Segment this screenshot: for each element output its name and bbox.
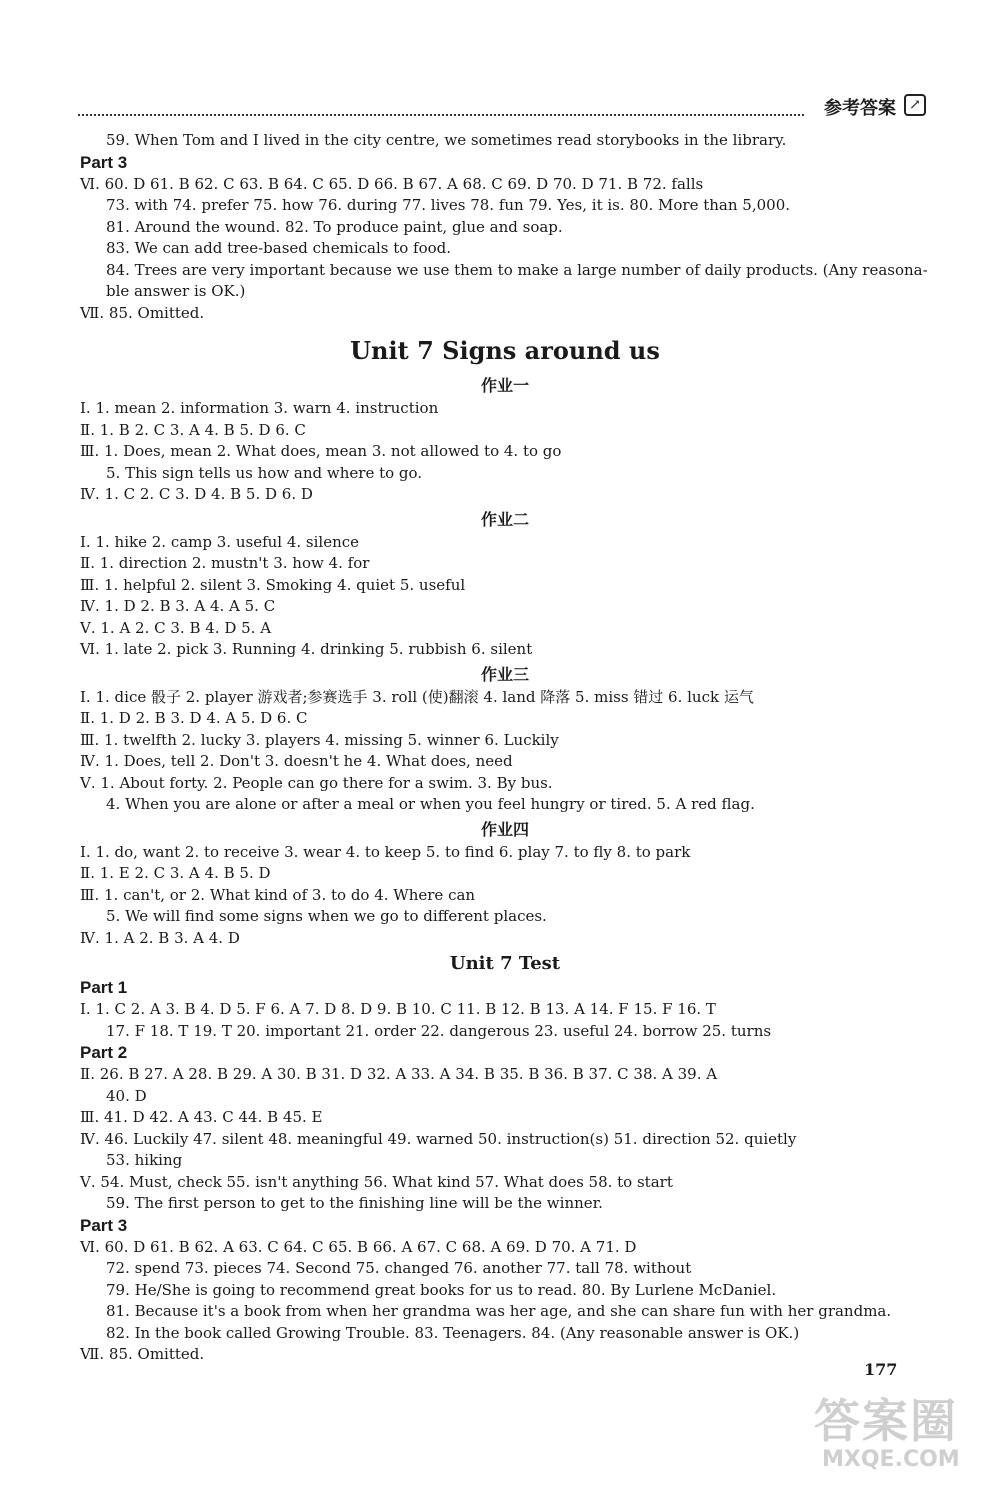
homework-title: 作业四	[480, 819, 529, 839]
answer-line: Ⅵ. 60. D 61. B 62. C 63. B 64. C 65. D 66. B 67. A 68. C 69. D 70. D 71. B 72. falls	[80, 174, 704, 193]
dotted-rule	[78, 114, 804, 116]
answer-line: Ⅵ. 60. D 61. B 62. A 63. C 64. C 65. B 66. A 67. C 68. A 69. D 70. A 71. D	[80, 1237, 637, 1256]
answer-content	[80, 130, 930, 1366]
homework-title: 作业三	[480, 664, 529, 684]
watermark-logo: 答案圈	[814, 1394, 958, 1448]
homework-title: 作业二	[480, 509, 529, 529]
answer-line: 59. When Tom and I lived in the city centre, we sometimes read storybooks in the library.	[106, 131, 787, 149]
answer-line: Ⅰ. 1. do, want 2. to receive 3. wear 4. to keep 5. to find 6. play 7. to fly 8. to park	[80, 842, 691, 861]
answer-line: Ⅳ. 1. Does, tell 2. Don't 3. doesn't he 4. What does, need	[80, 752, 513, 770]
test-title: Unit 7 Test	[449, 953, 561, 974]
answer-line: Ⅲ. 1. twelfth 2. lucky 3. players 4. missing 5. winner 6. Luckily	[80, 730, 559, 749]
answer-line: Ⅵ. 1. late 2. pick 3. Running 4. drinking 5. rubbish 6. silent	[80, 640, 533, 658]
answer-line: Ⅴ. 1. About forty. 2. People can go there for a swim. 3. By bus.	[80, 773, 553, 792]
answer-line: 82. In the book called Growing Trouble. 83. Teenagers. 84. (Any reasonable answer is OK.)	[106, 1323, 800, 1342]
answer-line: Ⅰ. 1. dice 骰子 2. player 游戏者;参赛选手 3. roll (使)翻滚 4. land 降落 5. miss 错过 6. luck 运气	[80, 687, 754, 706]
answer-line: Ⅴ. 1. A 2. C 3. B 4. D 5. A	[80, 618, 272, 637]
answer-line: Ⅳ. 1. A 2. B 3. A 4. D	[80, 928, 240, 947]
answer-line: 53. hiking	[106, 1151, 183, 1169]
answer-line: 81. Around the wound. 82. To produce paint, glue and soap.	[106, 217, 563, 236]
answer-line: Ⅲ. 41. D 42. A 43. C 44. B 45. E	[80, 1108, 323, 1126]
answer-line: 79. He/She is going to recommend great books for us to read. 80. By Lurlene McDaniel.	[106, 1280, 777, 1299]
answer-line: 84. Trees are very important because we use them to make a large number of daily products. (Any reasona-	[106, 260, 928, 279]
answer-line: ble answer is OK.)	[106, 282, 246, 300]
answer-line: Ⅲ. 1. helpful 2. silent 3. Smoking 4. quiet 5. useful	[80, 575, 466, 594]
answer-line: Ⅱ. 1. D 2. B 3. D 4. A 5. D 6. C	[80, 709, 308, 727]
answer-line: 73. with 74. prefer 75. how 76. during 77. lives 78. fun 79. Yes, it is. 80. More than 5,000.	[106, 196, 791, 214]
arrow-box-icon: ↗	[904, 94, 926, 116]
answer-line: Ⅱ. 1. B 2. C 3. A 4. B 5. D 6. C	[80, 420, 306, 439]
answer-line: Ⅳ. 1. C 2. C 3. D 4. B 5. D 6. D	[80, 485, 313, 503]
answer-line: Ⅳ. 46. Luckily 47. silent 48. meaningful 49. warned 50. instruction(s) 51. direction 52. quietly	[80, 1129, 797, 1148]
answer-line: 59. The first person to get to the finishing line will be the winner.	[106, 1194, 603, 1212]
answer-line: Ⅱ. 1. direction 2. mustn't 3. how 4. for	[80, 554, 370, 572]
unit-title: Unit 7 Signs around us	[350, 336, 660, 365]
answer-line: Ⅰ. 1. C 2. A 3. B 4. D 5. F 6. A 7. D 8. D 9. B 10. C 11. B 12. B 13. A 14. F 15. F 16. T	[80, 1000, 716, 1018]
answer-line: 40. D	[106, 1086, 147, 1105]
header-title: 参考答案	[824, 98, 896, 119]
answer-line: Ⅱ. 1. E 2. C 3. A 4. B 5. D	[80, 864, 271, 882]
page-header	[78, 92, 926, 124]
answer-line: 81. Because it's a book from when her grandma was her age, and she can share fun with her grandma.	[106, 1302, 892, 1320]
answer-line: 4. When you are alone or after a meal or when you feel hungry or tired. 5. A red flag.	[106, 795, 755, 813]
answer-line: 17. F 18. T 19. T 20. important 21. order 22. dangerous 23. useful 24. borrow 25. turns	[106, 1021, 772, 1040]
watermark-url: MXQE.COM	[822, 1447, 960, 1472]
answer-line: Ⅲ. 1. can't, or 2. What kind of 3. to do 4. Where can	[80, 885, 476, 904]
part-heading: Part 3	[80, 152, 128, 172]
answer-line: Ⅱ. 26. B 27. A 28. B 29. A 30. B 31. D 32. A 33. A 34. B 35. B 36. B 37. C 38. A 39. A	[80, 1065, 718, 1083]
part-heading: Part 2	[80, 1043, 128, 1062]
homework-title: 作业一	[480, 376, 529, 395]
answer-line: Ⅶ. 85. Omitted.	[80, 303, 205, 322]
answer-line: 5. We will find some signs when we go to different places.	[106, 907, 547, 925]
answer-line: Ⅳ. 1. D 2. B 3. A 4. A 5. C	[80, 597, 276, 615]
part-heading: Part 3	[80, 1215, 128, 1235]
page-number: 177	[864, 1360, 898, 1379]
answer-line: 5. This sign tells us how and where to go.	[106, 463, 423, 482]
answer-line: 83. We can add tree-based chemicals to food.	[106, 239, 452, 257]
watermark	[808, 1385, 998, 1480]
answer-line: Ⅴ. 54. Must, check 55. isn't anything 56. What kind 57. What does 58. to start	[80, 1172, 673, 1191]
answer-line: Ⅶ. 85. Omitted.	[80, 1345, 205, 1363]
answer-line: Ⅰ. 1. hike 2. camp 3. useful 4. silence	[80, 532, 360, 551]
answer-line: Ⅰ. 1. mean 2. information 3. warn 4. instruction	[80, 399, 439, 417]
answer-line: 72. spend 73. pieces 74. Second 75. changed 76. another 77. tall 78. without	[106, 1259, 692, 1277]
answer-line: Ⅲ. 1. Does, mean 2. What does, mean 3. not allowed to 4. to go	[80, 442, 562, 460]
part-heading: Part 1	[80, 978, 128, 997]
